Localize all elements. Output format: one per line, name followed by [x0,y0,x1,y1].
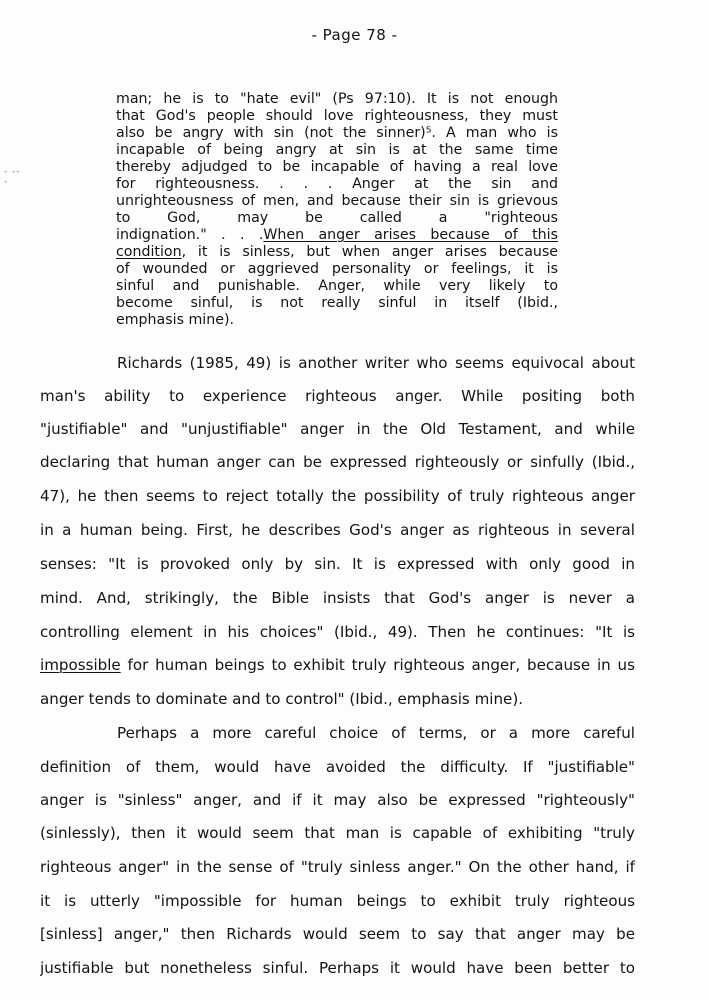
emphasis-underline: When anger arises because of this [263,227,558,243]
body-line: justifiable but nonetheless sinful. Perhaps it would have been better to [40,959,635,977]
quote-line: for righteousness. . . . Anger at the sin and [116,176,558,192]
quote-line: emphasis mine). [116,312,235,328]
page-number: - Page 78 - [311,26,398,44]
body-line: (sinlessly), then it would seem that man is capable of exhibiting "truly [40,824,635,842]
quote-line: to God, may be called a "righteous [116,210,558,226]
quote-line: man; he is to "hate evil" (Ps 97:10). It is not enough [116,91,558,107]
margin-mark: - -- - [4,167,21,187]
body-line: senses: "It is provoked only by sin. It is expressed with only good in [40,555,635,573]
emphasis-underline: impossible [40,656,121,674]
body-line: in a human being. First, he describes God's anger as righteous in several [40,521,635,539]
quote-line: thereby adjudged to be incapable of having a real love [116,159,558,175]
quote-line: of wounded or aggrieved personality or feelings, it is [116,261,558,277]
quote-text: , it is sinless, but when anger arises because [181,244,558,260]
body-line [40,654,635,676]
quote-line: that God's people should love righteousness, they must [116,108,558,124]
quote-text: indignation." . . . [116,227,264,243]
body-line: righteous anger" in the sense of "truly sinless anger." On the other hand, if [40,858,635,876]
body-line: declaring that human anger can be expressed righteously or sinfully (Ibid., [40,453,635,471]
body-line: 47), he then seems to reject totally the possibility of truly righteous anger [40,487,635,505]
quote-line: sinful and punishable. Anger, while very likely to [116,278,558,294]
body-line: [sinless] anger," then Richards would seem to say that anger may be [40,925,635,943]
body-line: man's ability to experience righteous anger. While positing both [40,387,635,405]
body-line: definition of them, would have avoided the difficulty. If "justifiable" [40,758,635,776]
quote-line: also be angry with sin (not the sinner)⁵. A man who is [116,125,558,141]
emphasis-underline: condition [116,244,182,260]
body-line: anger tends to dominate and to control" (Ibid., emphasis mine). [40,690,524,708]
quote-line: incapable of being angry at sin is at the same time [116,142,558,158]
quote-line [116,227,558,244]
body-line: anger is "sinless" anger, and if it may also be expressed "righteously" [40,791,635,809]
quote-line: unrighteousness of men, and because their sin is grievous [116,193,558,209]
quote-line: become sinful, is not really sinful in itself (Ibid., [116,295,558,311]
body-line: it is utterly "impossible for human beings to exhibit truly righteous [40,892,635,910]
body-text-span: for human beings to exhibit truly righteous anger, because in us [120,656,635,674]
body-line: controlling element in his choices" (Ibid., 49). Then he continues: "It is [40,623,635,641]
body-line: "justifiable" and "unjustifiable" anger in the Old Testament, and while [40,420,635,438]
quote-line [116,244,558,261]
body-line: Richards (1985, 49) is another writer who seems equivocal about [117,354,635,372]
body-line: mind. And, strikingly, the Bible insists that God's anger is never a [40,589,635,607]
body-line: Perhaps a more careful choice of terms, or a more careful [117,724,635,742]
